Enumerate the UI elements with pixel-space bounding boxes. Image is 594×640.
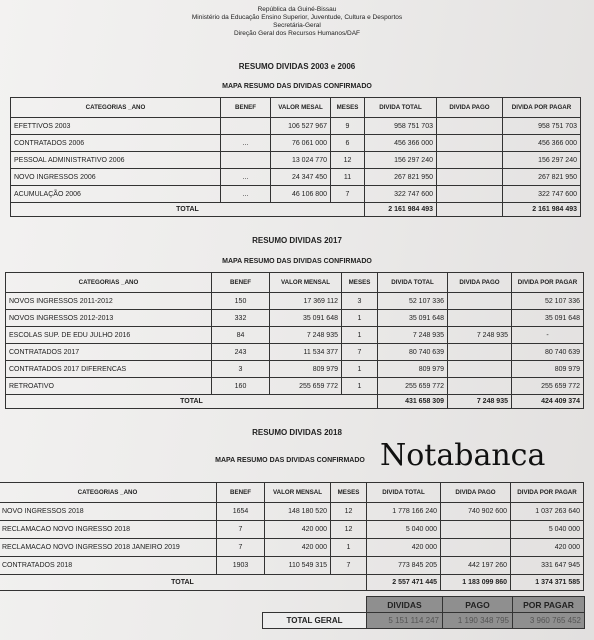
- table-row: [0, 503, 584, 521]
- total-debt-cell: 156 297 240: [365, 152, 437, 169]
- months-cell: 12: [331, 521, 367, 539]
- paid-debt-cell: [448, 361, 512, 378]
- watermark-text: Notabanca: [380, 438, 546, 473]
- benef-cell: ...: [221, 186, 271, 203]
- outstanding-debt-cell: 5 040 000: [511, 521, 584, 539]
- table-row: [6, 310, 584, 327]
- grand-total-pago: 1 190 348 795: [443, 613, 513, 629]
- section-subtitle-2018: MAPA RESUMO DAS DIVIDAS CONFIRMADO: [215, 457, 365, 464]
- col-header: CATEGORIAS _ANO: [11, 98, 221, 118]
- total-debt-cell: 809 979: [378, 361, 448, 378]
- total-paid-value: 7 248 935: [448, 395, 512, 409]
- total-label: TOTAL: [11, 203, 365, 217]
- benef-cell: 150: [212, 293, 270, 310]
- outstanding-debt-cell: 322 747 600: [503, 186, 581, 203]
- monthly-value-cell: 110 549 315: [265, 557, 331, 575]
- total-debt-cell: 52 107 336: [378, 293, 448, 310]
- category-cell: PESSOAL ADMINISTRATIVO 2006: [11, 152, 221, 169]
- outstanding-debt-cell: 420 000: [511, 539, 584, 557]
- section-title-2018: RESUMO DIVIDAS 2018: [252, 428, 342, 437]
- col-header: BENEF: [217, 483, 265, 503]
- months-cell: 1: [342, 361, 378, 378]
- paid-debt-cell: [441, 521, 511, 539]
- months-cell: 12: [331, 152, 365, 169]
- months-cell: 7: [331, 557, 367, 575]
- table-header-row: [6, 273, 584, 293]
- category-cell: EFETTIVOS 2003: [11, 118, 221, 135]
- debt-table-2003-2006: [10, 97, 581, 217]
- table-row: [6, 327, 584, 344]
- total-label: TOTAL: [6, 395, 378, 409]
- table-row: [11, 169, 581, 186]
- col-header: MESES: [342, 273, 378, 293]
- table-row: [6, 361, 584, 378]
- outstanding-debt-cell: 809 979: [512, 361, 584, 378]
- category-cell: NOVO INGRESSOS 2018: [0, 503, 217, 521]
- grand-total-header-row: [263, 597, 585, 613]
- grand-header-pago: PAGO: [443, 597, 513, 613]
- paid-debt-cell: [448, 293, 512, 310]
- category-cell: NOVO INGRESSOS 2006: [11, 169, 221, 186]
- months-cell: 6: [331, 135, 365, 152]
- col-header: VALOR MENSAL: [265, 483, 331, 503]
- table-row: [11, 118, 581, 135]
- months-cell: 1: [342, 378, 378, 395]
- grand-header-dividas: DIVIDAS: [367, 597, 443, 613]
- outstanding-debt-cell: 255 659 772: [512, 378, 584, 395]
- col-header: BENEF: [221, 98, 271, 118]
- months-cell: 12: [331, 503, 367, 521]
- category-cell: CONTRATADOS 2017: [6, 344, 212, 361]
- benef-cell: 7: [217, 539, 265, 557]
- benef-cell: 243: [212, 344, 270, 361]
- benef-cell: [221, 118, 271, 135]
- total-debt-cell: 7 248 935: [378, 327, 448, 344]
- total-debt-value: 431 658 309: [378, 395, 448, 409]
- monthly-value-cell: 148 180 520: [265, 503, 331, 521]
- outstanding-debt-cell: 456 366 000: [503, 135, 581, 152]
- header-directorate: Direção Geral dos Recursos Humanos/DAF: [233, 30, 361, 37]
- col-header: VALOR MENSAL: [270, 273, 342, 293]
- col-header: MESES: [331, 98, 365, 118]
- section-subtitle-2017: MAPA RESUMO DAS DIVIDAS CONFIRMADO: [222, 258, 372, 265]
- benef-cell: 84: [212, 327, 270, 344]
- months-cell: 1: [331, 539, 367, 557]
- months-cell: 3: [342, 293, 378, 310]
- debt-table-2017: [5, 272, 584, 409]
- category-cell: CONTRATADOS 2017 DIFERENCAS: [6, 361, 212, 378]
- total-debt-cell: 5 040 000: [367, 521, 441, 539]
- total-debt-cell: 456 366 000: [365, 135, 437, 152]
- total-label: TOTAL: [0, 575, 367, 591]
- total-paid-value: 1 183 099 860: [441, 575, 511, 591]
- grand-total-table: [262, 596, 585, 629]
- months-cell: 1: [342, 310, 378, 327]
- total-debt-cell: 958 751 703: [365, 118, 437, 135]
- monthly-value-cell: 106 527 967: [271, 118, 331, 135]
- table-header-row: [0, 483, 584, 503]
- col-header: DIVIDA POR PAGAR: [511, 483, 584, 503]
- total-debt-cell: 35 091 648: [378, 310, 448, 327]
- benef-cell: 332: [212, 310, 270, 327]
- paid-debt-cell: [448, 310, 512, 327]
- total-row: [11, 203, 581, 217]
- col-header: DIVIDA POR PAGAR: [512, 273, 584, 293]
- table-row: [11, 135, 581, 152]
- benef-cell: 1654: [217, 503, 265, 521]
- outstanding-debt-cell: 80 740 639: [512, 344, 584, 361]
- monthly-value-cell: 24 347 450: [271, 169, 331, 186]
- monthly-value-cell: 7 248 935: [270, 327, 342, 344]
- total-outstanding-value: 2 161 984 493: [503, 203, 581, 217]
- header-country: República da Guiné-Bissau: [257, 6, 337, 13]
- benef-cell: ...: [221, 169, 271, 186]
- paid-debt-cell: 7 248 935: [448, 327, 512, 344]
- debt-table-2018: [0, 482, 584, 591]
- col-header: VALOR MESAL: [271, 98, 331, 118]
- months-cell: 7: [331, 186, 365, 203]
- total-debt-cell: 773 845 205: [367, 557, 441, 575]
- header-ministry: Ministério da Educação Ensino Superior, Juventude, Cultura e Desportos: [191, 14, 403, 21]
- total-debt-cell: 322 747 600: [365, 186, 437, 203]
- grand-total-por-pagar: 3 960 765 452: [513, 613, 585, 629]
- paid-debt-cell: 740 902 600: [441, 503, 511, 521]
- total-outstanding-value: 424 409 374: [512, 395, 584, 409]
- header-secretariat: Secretária-Geral: [273, 22, 321, 29]
- benef-cell: ...: [221, 135, 271, 152]
- table-row: [11, 186, 581, 203]
- table-row: [6, 293, 584, 310]
- table-row: [6, 344, 584, 361]
- paid-debt-cell: [437, 169, 503, 186]
- paid-debt-cell: [441, 539, 511, 557]
- outstanding-debt-cell: 958 751 703: [503, 118, 581, 135]
- benef-cell: 1903: [217, 557, 265, 575]
- monthly-value-cell: 420 000: [265, 539, 331, 557]
- total-debt-value: 2 557 471 445: [367, 575, 441, 591]
- months-cell: 1: [342, 327, 378, 344]
- col-header: DIVIDA PAGO: [448, 273, 512, 293]
- section-subtitle-2003-2006: MAPA RESUMO DAS DIVIDAS CONFIRMADO: [222, 83, 372, 90]
- paid-debt-cell: [448, 344, 512, 361]
- benef-cell: 7: [217, 521, 265, 539]
- paid-debt-cell: 442 197 260: [441, 557, 511, 575]
- col-header: DIVIDA TOTAL: [378, 273, 448, 293]
- total-debt-cell: 267 821 950: [365, 169, 437, 186]
- months-cell: 11: [331, 169, 365, 186]
- total-debt-cell: 1 778 166 240: [367, 503, 441, 521]
- section-title-2003-2006: RESUMO DIVIDAS 2003 e 2006: [238, 62, 356, 71]
- category-cell: RECLAMACAO NOVO INGRESSO 2018: [0, 521, 217, 539]
- grand-total-corner: [263, 597, 367, 613]
- total-row: [6, 395, 584, 409]
- monthly-value-cell: 76 061 000: [271, 135, 331, 152]
- benef-cell: [221, 152, 271, 169]
- monthly-value-cell: 255 659 772: [270, 378, 342, 395]
- col-header: MESES: [331, 483, 367, 503]
- outstanding-debt-cell: 1 037 263 640: [511, 503, 584, 521]
- col-header: DIVIDA PAGO: [441, 483, 511, 503]
- col-header: DIVIDA POR PAGAR: [503, 98, 581, 118]
- table-row: [0, 557, 584, 575]
- category-cell: ACUMULAÇÃO 2006: [11, 186, 221, 203]
- col-header: DIVIDA TOTAL: [367, 483, 441, 503]
- total-outstanding-value: 1 374 371 585: [511, 575, 584, 591]
- col-header: CATEGORIAS _ANO: [0, 483, 217, 503]
- monthly-value-cell: 13 024 770: [271, 152, 331, 169]
- months-cell: 9: [331, 118, 365, 135]
- benef-cell: 3: [212, 361, 270, 378]
- monthly-value-cell: 17 369 112: [270, 293, 342, 310]
- table-row: [6, 378, 584, 395]
- table-row: [0, 521, 584, 539]
- category-cell: CONTRATADOS 2018: [0, 557, 217, 575]
- table-row: [11, 152, 581, 169]
- col-header: DIVIDA PAGO: [437, 98, 503, 118]
- months-cell: 7: [342, 344, 378, 361]
- monthly-value-cell: 809 979: [270, 361, 342, 378]
- outstanding-debt-cell: 331 647 945: [511, 557, 584, 575]
- benef-cell: 160: [212, 378, 270, 395]
- col-header: BENEF: [212, 273, 270, 293]
- total-debt-cell: 420 000: [367, 539, 441, 557]
- category-cell: RECLAMACAO NOVO INGRESSO 2018 JANEIRO 2019: [0, 539, 217, 557]
- category-cell: ESCOLAS SUP. DE EDU JULHO 2016: [6, 327, 212, 344]
- outstanding-debt-cell: 267 821 950: [503, 169, 581, 186]
- paid-debt-cell: [448, 378, 512, 395]
- category-cell: NOVOS INGRESSOS 2012-2013: [6, 310, 212, 327]
- col-header: CATEGORIAS _ANO: [6, 273, 212, 293]
- ministry-header: [0, 6, 594, 38]
- col-header: DIVIDA TOTAL: [365, 98, 437, 118]
- grand-total-dividas: 5 151 114 247: [367, 613, 443, 629]
- outstanding-debt-cell: 52 107 336: [512, 293, 584, 310]
- total-debt-cell: 80 740 639: [378, 344, 448, 361]
- monthly-value-cell: 35 091 648: [270, 310, 342, 327]
- grand-header-por-pagar: POR PAGAR: [513, 597, 585, 613]
- grand-total-label: TOTAL GERAL: [263, 613, 367, 629]
- paid-debt-cell: [437, 118, 503, 135]
- grand-total-row: [263, 613, 585, 629]
- section-title-2017: RESUMO DIVIDAS 2017: [252, 236, 342, 245]
- category-cell: NOVOS INGRESSOS 2011-2012: [6, 293, 212, 310]
- paid-debt-cell: [437, 135, 503, 152]
- total-row: [0, 575, 584, 591]
- total-debt-value: 2 161 984 493: [365, 203, 437, 217]
- total-paid-value: [437, 203, 503, 217]
- table-header-row: [11, 98, 581, 118]
- outstanding-debt-cell: 156 297 240: [503, 152, 581, 169]
- monthly-value-cell: 420 000: [265, 521, 331, 539]
- total-debt-cell: 255 659 772: [378, 378, 448, 395]
- table-row: [0, 539, 584, 557]
- monthly-value-cell: 11 534 377: [270, 344, 342, 361]
- paid-debt-cell: [437, 152, 503, 169]
- outstanding-debt-cell: 35 091 648: [512, 310, 584, 327]
- outstanding-debt-cell: -: [512, 327, 584, 344]
- monthly-value-cell: 46 106 800: [271, 186, 331, 203]
- paid-debt-cell: [437, 186, 503, 203]
- category-cell: RETROATIVO: [6, 378, 212, 395]
- category-cell: CONTRATADOS 2006: [11, 135, 221, 152]
